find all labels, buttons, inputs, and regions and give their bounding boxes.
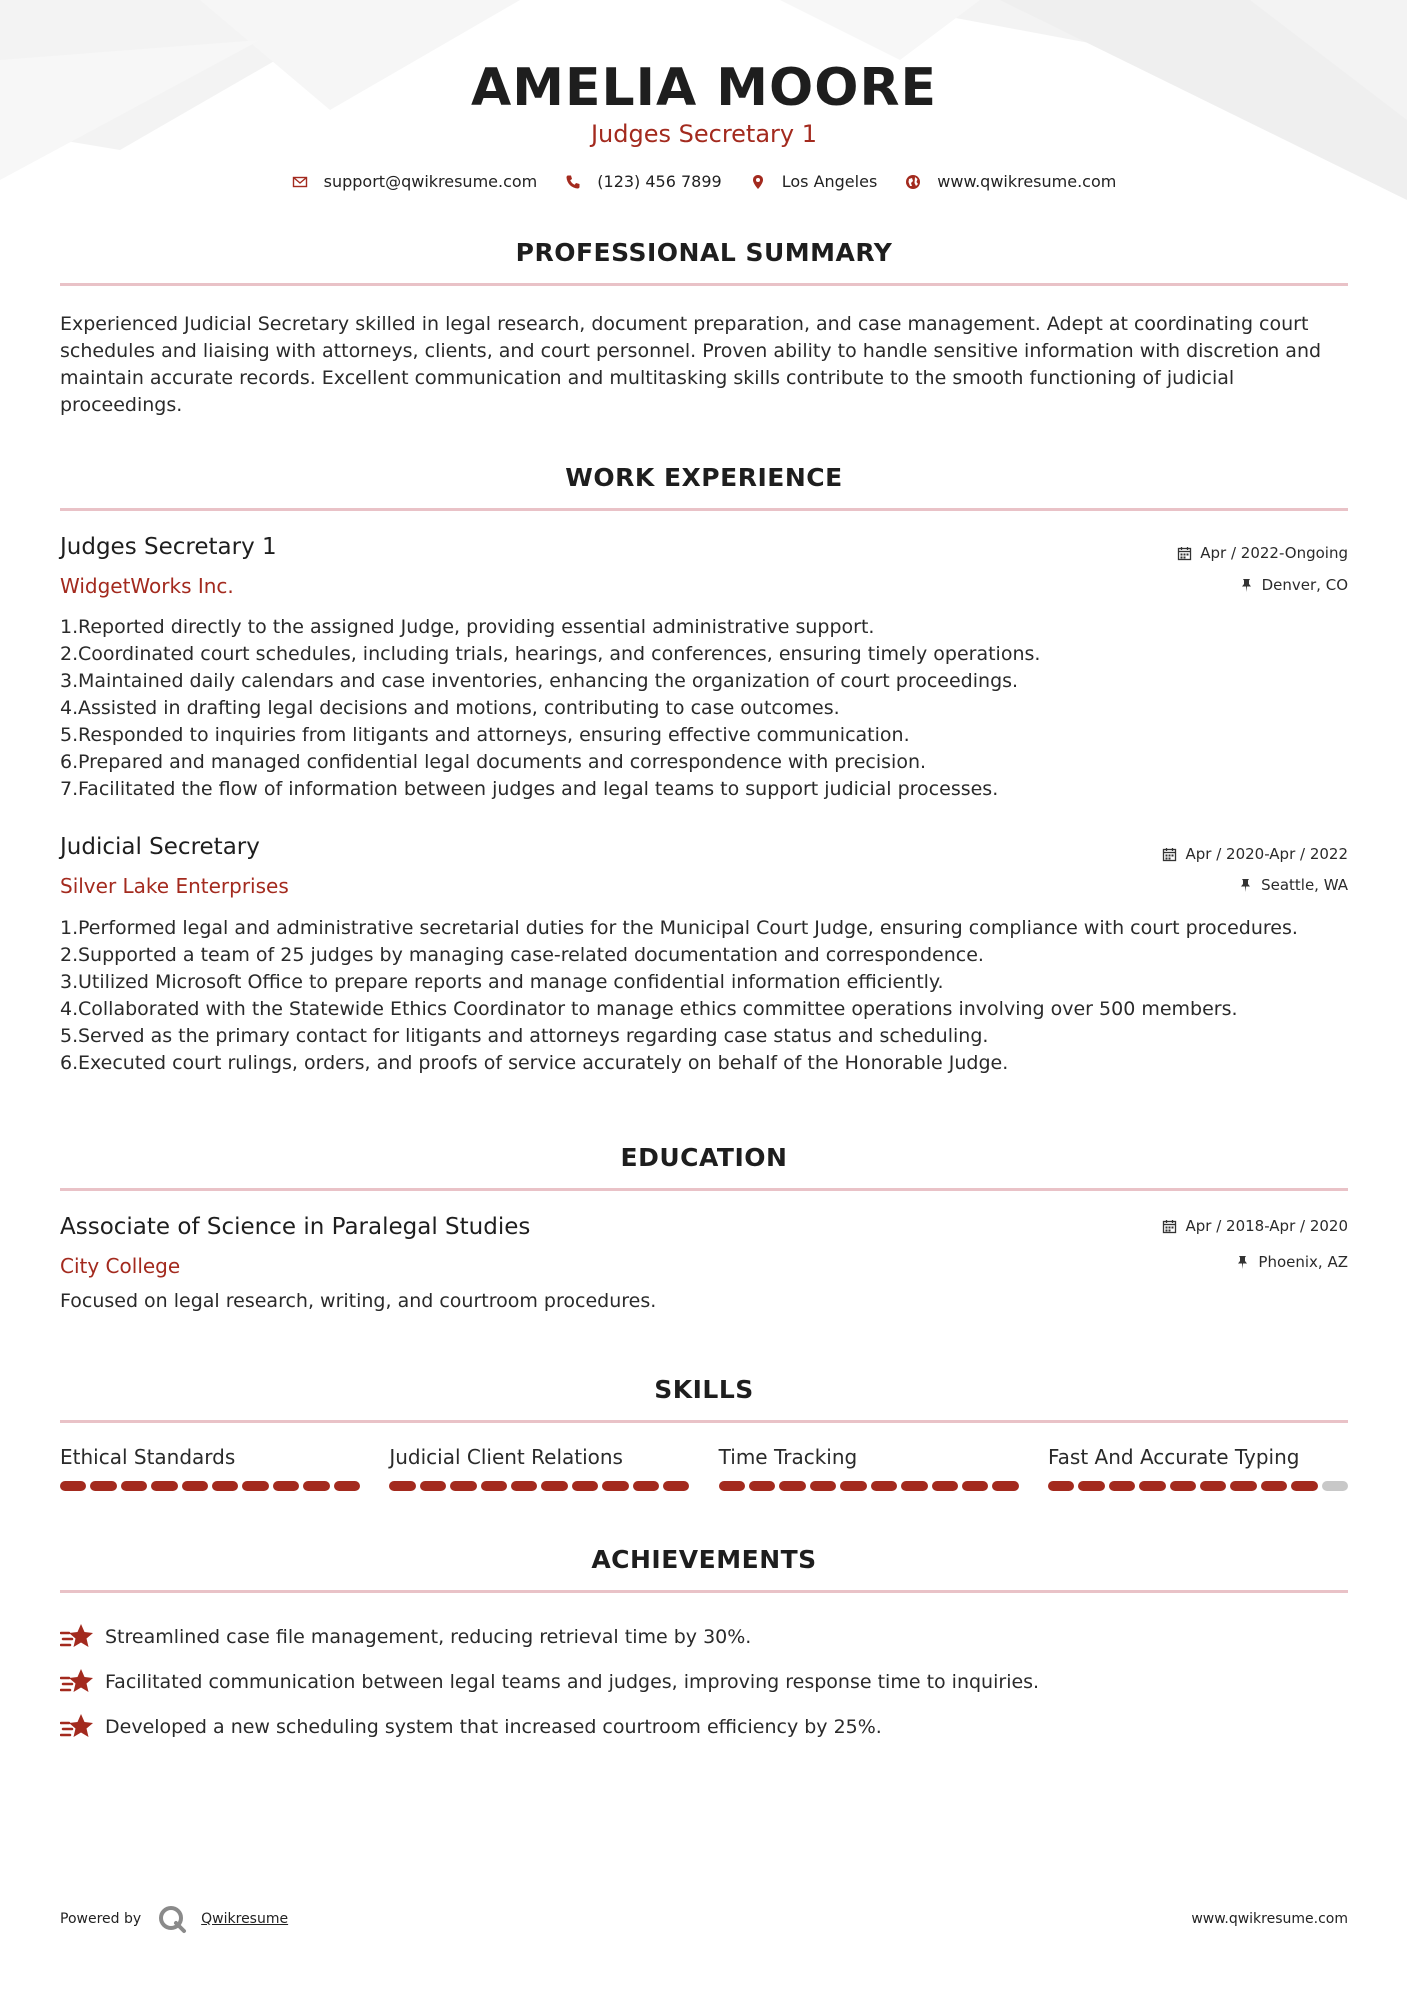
job-dates-text: Apr / 2020-Apr / 2022 bbox=[1185, 845, 1348, 863]
contact-website-text: www.qwikresume.com bbox=[937, 172, 1117, 191]
job-company: WidgetWorks Inc. bbox=[60, 574, 234, 598]
job-location-text: Seattle, WA bbox=[1261, 876, 1348, 894]
contact-email-text: support@qwikresume.com bbox=[323, 172, 538, 191]
calendar-icon bbox=[1162, 1219, 1177, 1234]
achievements-heading: ACHIEVEMENTS bbox=[591, 1545, 817, 1574]
education-school: City College bbox=[60, 1254, 181, 1278]
job-location bbox=[1239, 576, 1348, 594]
summary-divider bbox=[60, 283, 1348, 286]
achievement-text: Developed a new scheduling system that increased courtroom efficiency by 25%. bbox=[105, 1715, 882, 1738]
skill-level-bar bbox=[1048, 1481, 1348, 1491]
skill-level-segment-filled bbox=[1230, 1481, 1256, 1491]
skill-level-segment-filled bbox=[1139, 1481, 1165, 1491]
education-description: Focused on legal research, writing, and courtroom procedures. bbox=[60, 1290, 657, 1312]
calendar-icon bbox=[1162, 847, 1177, 862]
job-title: Judicial Secretary bbox=[60, 834, 260, 860]
list-item: 3. Utilized Microsoft Office to prepare reports and manage confidential information efficiently. bbox=[60, 971, 944, 993]
envelope-icon bbox=[292, 174, 308, 190]
skill-level-segment-filled bbox=[212, 1481, 238, 1491]
skill-level-segment-filled bbox=[60, 1481, 86, 1491]
list-item bbox=[60, 1659, 1348, 1704]
candidate-name: AMELIA MOORE bbox=[470, 58, 938, 118]
powered-by bbox=[60, 1904, 288, 1934]
list-item: 4. Assisted in drafting legal decisions and motions, contributing to case outcomes. bbox=[60, 697, 840, 719]
list-item: 4. Collaborated with the Statewide Ethics Coordinator to manage ethics committee operations involving over 500 members. bbox=[60, 998, 1238, 1020]
skill-item bbox=[60, 1445, 360, 1491]
skill-level-segment-filled bbox=[749, 1481, 775, 1491]
skill-item bbox=[719, 1445, 1019, 1491]
shooting-star-icon bbox=[60, 1667, 94, 1697]
list-item: 1. Reported directly to the assigned Judge, providing essential administrative support. bbox=[60, 616, 875, 638]
contact-location-text: Los Angeles bbox=[781, 172, 878, 191]
skill-level-segment-filled bbox=[1170, 1481, 1196, 1491]
skill-level-segment-filled bbox=[840, 1481, 866, 1491]
globe-icon bbox=[905, 174, 921, 190]
pushpin-icon bbox=[1239, 578, 1254, 593]
job-location bbox=[1238, 876, 1348, 894]
skill-level-segment-filled bbox=[334, 1481, 360, 1491]
skill-level-segment-filled bbox=[992, 1481, 1018, 1491]
summary-text: Experienced Judicial Secretary skilled in legal research, document preparation, and case management. Adept at coordinating court schedules and liaising with attorneys, clients, and court personnel. Proven ability to handle sensitive information with discretion and maintain accurate records. Excellent communication and multitasking skills contribute to the smooth functioning of judicial proceedings. bbox=[60, 313, 1322, 416]
list-item bbox=[60, 1614, 1348, 1659]
list-item: 3. Maintained daily calendars and case inventories, enhancing the organization of court proceedings. bbox=[60, 670, 1019, 692]
skill-level-segment-filled bbox=[1109, 1481, 1135, 1491]
skill-item bbox=[389, 1445, 689, 1491]
experience-divider bbox=[60, 508, 1348, 511]
skill-level-segment-filled bbox=[663, 1481, 689, 1491]
list-item: 1. Performed legal and administrative secretarial duties for the Municipal Court Judge, ensuring compliance with court procedures. bbox=[60, 917, 1298, 939]
education-location-text: Phoenix, AZ bbox=[1258, 1253, 1348, 1271]
skill-level-segment-filled bbox=[602, 1481, 628, 1491]
skill-level-segment-filled bbox=[242, 1481, 268, 1491]
education-dates-text: Apr / 2018-Apr / 2020 bbox=[1185, 1217, 1348, 1235]
skill-level-segment-filled bbox=[303, 1481, 329, 1491]
list-item: 2. Coordinated court schedules, including trials, hearings, and conferences, ensuring timely operations. bbox=[60, 643, 1041, 665]
skill-level-segment-filled bbox=[481, 1481, 507, 1491]
skills-list bbox=[60, 1445, 1348, 1491]
skill-level-segment-filled bbox=[932, 1481, 958, 1491]
footer-website[interactable]: www.qwikresume.com bbox=[1191, 1911, 1348, 1927]
job-dates-text: Apr / 2022-Ongoing bbox=[1200, 544, 1348, 562]
list-item: 6. Prepared and managed confidential legal documents and correspondence with precision. bbox=[60, 751, 927, 773]
list-item: 2. Supported a team of 25 judges by managing case-related documentation and correspondence. bbox=[60, 944, 984, 966]
candidate-role: Judges Secretary 1 bbox=[590, 120, 818, 148]
summary-heading: PROFESSIONAL SUMMARY bbox=[515, 238, 893, 267]
skill-level-segment-filled bbox=[1261, 1481, 1287, 1491]
skill-level-bar bbox=[389, 1481, 689, 1491]
skill-level-bar bbox=[60, 1481, 360, 1491]
list-item: 5. Responded to inquiries from litigants and attorneys, ensuring effective communication. bbox=[60, 724, 910, 746]
skill-level-segment-filled bbox=[541, 1481, 567, 1491]
skill-level-segment-filled bbox=[633, 1481, 659, 1491]
education-dates bbox=[1162, 1217, 1348, 1235]
education-location bbox=[1235, 1253, 1348, 1271]
skill-level-segment-filled bbox=[450, 1481, 476, 1491]
pushpin-icon bbox=[1235, 1255, 1250, 1270]
education-heading: EDUCATION bbox=[620, 1143, 788, 1172]
list-item: 5. Served as the primary contact for litigants and attorneys regarding case status and scheduling. bbox=[60, 1025, 989, 1047]
calendar-icon bbox=[1177, 546, 1192, 561]
skill-level-segment-filled bbox=[511, 1481, 537, 1491]
skills-divider bbox=[60, 1420, 1348, 1423]
education-degree: Associate of Science in Paralegal Studies bbox=[60, 1214, 531, 1240]
footer bbox=[60, 1904, 1348, 1934]
skills-heading: SKILLS bbox=[654, 1375, 754, 1404]
skill-level-segment-filled bbox=[901, 1481, 927, 1491]
education-divider bbox=[60, 1188, 1348, 1191]
job-company: Silver Lake Enterprises bbox=[60, 874, 289, 898]
skill-name: Judicial Client Relations bbox=[389, 1445, 623, 1469]
achievements-list bbox=[60, 1614, 1348, 1749]
map-pin-icon bbox=[750, 174, 766, 190]
skill-level-segment-filled bbox=[151, 1481, 177, 1491]
skill-name: Fast And Accurate Typing bbox=[1047, 1445, 1300, 1469]
list-item: 6. Executed court rulings, orders, and proofs of service accurately on behalf of the Honorable Judge. bbox=[60, 1052, 1009, 1074]
contact-phone[interactable] bbox=[565, 172, 721, 191]
job-title: Judges Secretary 1 bbox=[60, 534, 277, 560]
job-dates bbox=[1162, 845, 1348, 863]
skill-level-segment-filled bbox=[572, 1481, 598, 1491]
shooting-star-icon bbox=[60, 1622, 94, 1652]
shooting-star-icon bbox=[60, 1712, 94, 1742]
skill-level-segment-filled bbox=[1291, 1481, 1317, 1491]
contact-phone-text: (123) 456 7899 bbox=[597, 172, 722, 191]
skill-level-segment-filled bbox=[962, 1481, 988, 1491]
skill-level-segment-filled bbox=[810, 1481, 836, 1491]
skill-item bbox=[1048, 1445, 1348, 1491]
contact-website[interactable] bbox=[905, 172, 1116, 191]
skill-level-segment-filled bbox=[1048, 1481, 1074, 1491]
qwikresume-logo-icon bbox=[157, 1904, 187, 1934]
experience-heading: WORK EXPERIENCE bbox=[565, 463, 843, 492]
job-bullets bbox=[60, 614, 1348, 803]
contact-bar bbox=[60, 172, 1348, 191]
list-item bbox=[60, 1704, 1348, 1749]
skill-level-segment-empty bbox=[1322, 1481, 1348, 1491]
achievement-text: Facilitated communication between legal teams and judges, improving response time to inquiries. bbox=[105, 1670, 1040, 1693]
skill-level-segment-filled bbox=[389, 1481, 415, 1491]
job-dates bbox=[1177, 544, 1348, 562]
job-bullets bbox=[60, 915, 1348, 1077]
skill-level-segment-filled bbox=[182, 1481, 208, 1491]
phone-icon bbox=[565, 174, 581, 190]
pushpin-icon bbox=[1238, 878, 1253, 893]
job-location-text: Denver, CO bbox=[1261, 576, 1348, 594]
skill-level-segment-filled bbox=[90, 1481, 116, 1491]
skill-level-segment-filled bbox=[273, 1481, 299, 1491]
skill-level-segment-filled bbox=[719, 1481, 745, 1491]
skill-level-segment-filled bbox=[121, 1481, 147, 1491]
skill-level-segment-filled bbox=[1078, 1481, 1104, 1491]
skill-name: Time Tracking bbox=[718, 1445, 858, 1469]
skill-level-segment-filled bbox=[420, 1481, 446, 1491]
brand-link[interactable]: Qwikresume bbox=[201, 1911, 289, 1927]
skill-level-segment-filled bbox=[779, 1481, 805, 1491]
skill-level-bar bbox=[719, 1481, 1019, 1491]
skill-name: Ethical Standards bbox=[60, 1445, 236, 1469]
contact-email[interactable] bbox=[292, 172, 538, 191]
achievements-divider bbox=[60, 1590, 1348, 1593]
achievement-text: Streamlined case file management, reducing retrieval time by 30%. bbox=[105, 1625, 752, 1648]
contact-location bbox=[750, 172, 878, 191]
skill-level-segment-filled bbox=[871, 1481, 897, 1491]
skill-level-segment-filled bbox=[1200, 1481, 1226, 1491]
list-item: 7. Facilitated the flow of information between judges and legal teams to support judicial processes. bbox=[60, 778, 999, 800]
powered-by-label: Powered by bbox=[60, 1911, 142, 1927]
